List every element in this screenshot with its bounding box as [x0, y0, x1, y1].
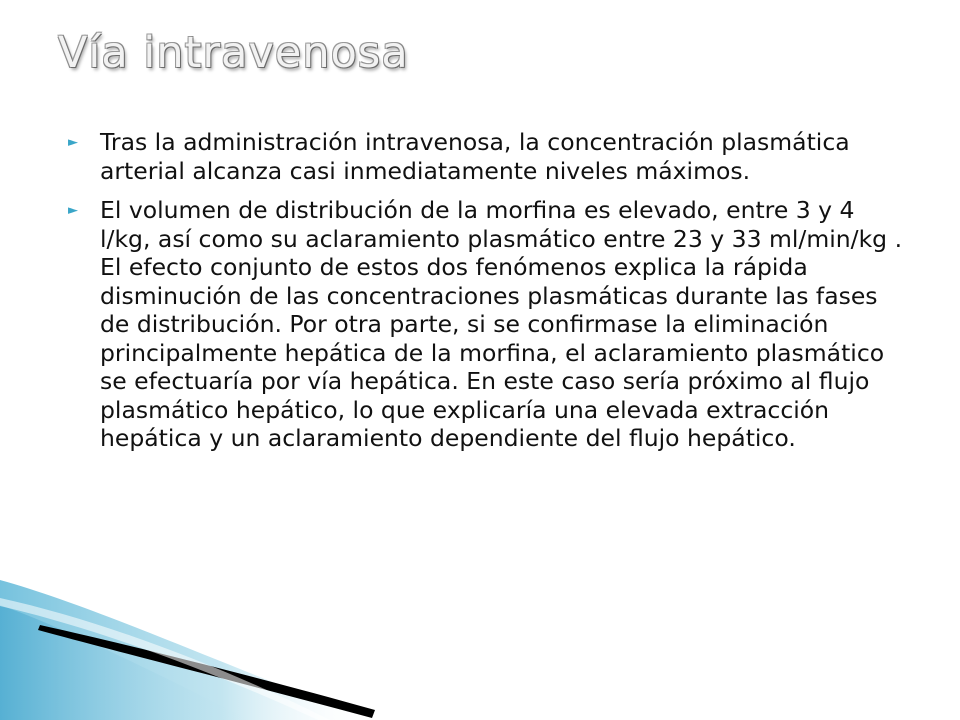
slide-title: Vía intravenosa: [58, 28, 409, 78]
bullet-text: Tras la administración intravenosa, la concentración plasmática arterial alcanza casi inmediatamente niveles máximos.: [100, 128, 850, 185]
triangle-bullet-icon: ►: [68, 203, 78, 219]
swoosh-blue-band: [0, 580, 370, 720]
corner-swoosh-decoration: [0, 560, 380, 720]
bullet-item: [68, 196, 908, 453]
swoosh-black-stroke: [38, 625, 375, 718]
bullet-text: El volumen de distribución de la morfina es elevado, entre 3 y 4 l/kg, así como su aclaramiento plasmático entre 23 y 33 ml/min/kg . El efecto conjunto de estos dos fenómenos explica la rápida disminución de las concentraciones plasmáticas durante las fases de distribución. Por otra parte, si se confirmase la eliminación principalmente hepática de la morfina, el aclaramiento plasmático se efectuaría por vía hepática. En este caso sería próximo al flujo plasmático hepático, lo que explicaría una elevada extracción hepática y un aclaramiento dependiente del flujo hepático.: [100, 196, 903, 453]
swoosh-white-highlight: [0, 598, 330, 720]
bullet-item: [68, 128, 908, 185]
triangle-bullet-icon: ►: [68, 135, 78, 150]
bullet-list: [68, 128, 908, 464]
swoosh-blue-band-dark: [0, 605, 250, 720]
